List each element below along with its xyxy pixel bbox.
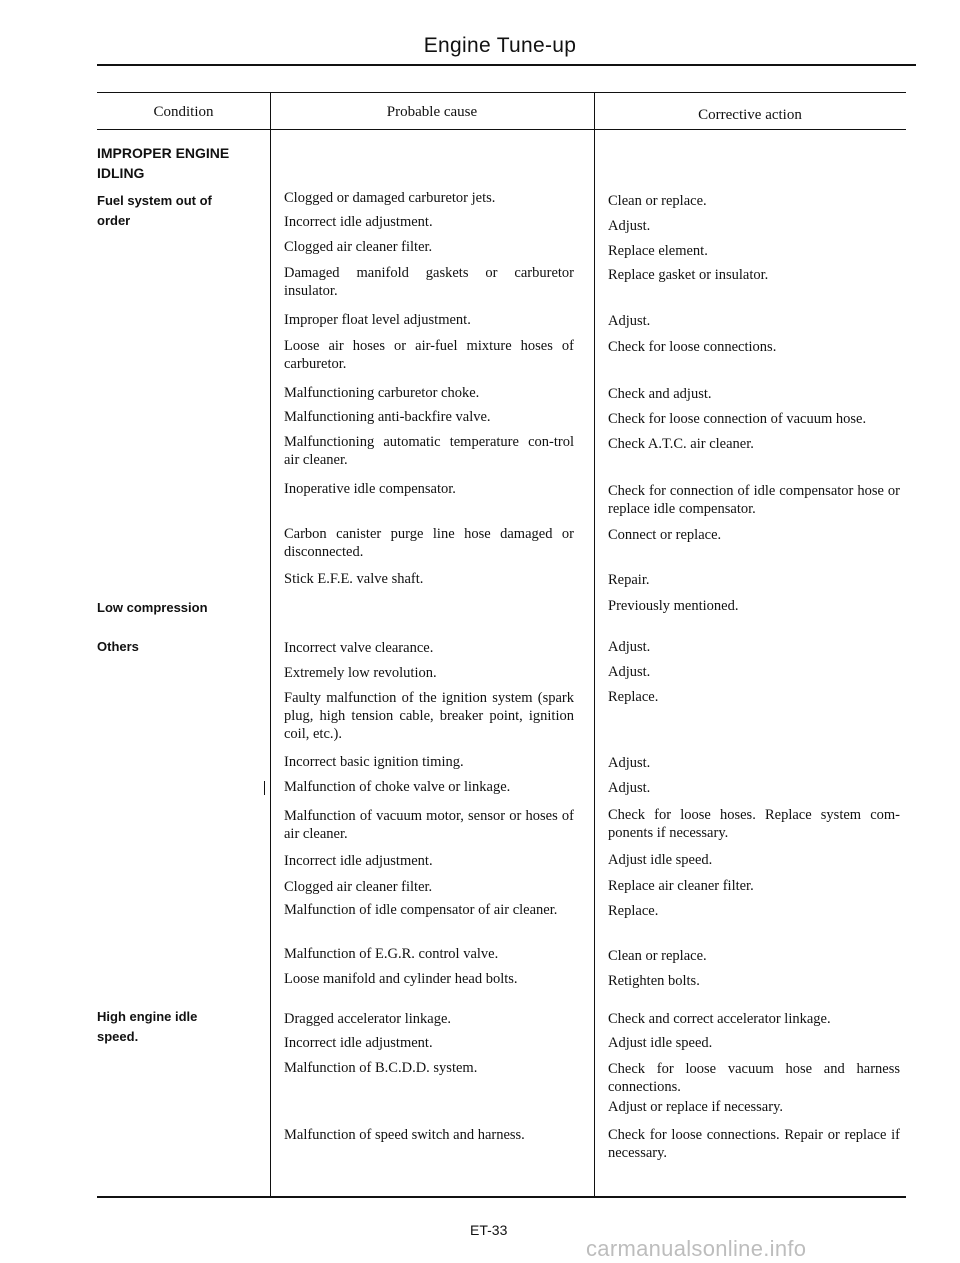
header-condition: Condition: [153, 104, 214, 120]
page-number: ET-33: [470, 1222, 508, 1238]
cause-cell: Incorrect idle adjustment.: [284, 214, 433, 230]
cause-cell: Malfunction of E.G.R. control valve.: [284, 946, 499, 962]
watermark-logo: carmanualsonline.info: [586, 1236, 807, 1261]
action-cell: Previously mentioned.: [608, 598, 739, 614]
top-rule: [97, 64, 916, 66]
condition-high-idle: High engine idle speed.: [97, 1009, 198, 1044]
action-cell: Adjust.: [608, 755, 651, 771]
action-cell: Connect or replace.: [608, 527, 722, 543]
cause-cell: Clogged air cleaner filter.: [284, 879, 433, 895]
condition-others: Others: [97, 639, 139, 654]
action-cell: Check for loose vacuum hose and harness connections.: [608, 1061, 900, 1095]
cause-cell: Malfunction of vacuum motor, sensor or hoses of air cleaner.: [284, 808, 574, 842]
action-cell: Check A.T.C. air cleaner.: [608, 436, 754, 452]
action-cell: Replace.: [608, 903, 659, 919]
action-cell: Adjust.: [608, 780, 651, 796]
table-bottom-rule: [97, 1196, 906, 1198]
action-cell: Check for loose connections.: [608, 339, 777, 355]
action-cell: Check for loose connection of vacuum hose.: [608, 411, 867, 427]
action-cell: Replace.: [608, 689, 659, 705]
cause-cell: Malfunction of idle compensator of air cleaner.: [284, 902, 558, 918]
action-cell: Clean or replace.: [608, 193, 707, 209]
cause-cell: Malfunctioning carburetor choke.: [284, 385, 480, 401]
action-cell: Repair.: [608, 572, 650, 588]
cause-cell: Incorrect basic ignition timing.: [284, 754, 464, 770]
cause-cell: Extremely low revolution.: [284, 665, 437, 681]
action-cell: Adjust.: [608, 639, 651, 655]
cause-cell: Incorrect idle adjustment.: [284, 1035, 433, 1051]
cause-cell: Carbon canister purge line hose damaged or disconnected.: [284, 526, 574, 560]
action-cell: Check and adjust.: [608, 386, 712, 402]
action-cell: Adjust or replace if necessary.: [608, 1099, 783, 1115]
cause-cell: Clogged air cleaner filter.: [284, 239, 433, 255]
cause-cell: Malfunctioning anti-backfire valve.: [284, 409, 491, 425]
cause-cell: Dragged accelerator linkage.: [284, 1011, 452, 1027]
stray-tick-mark: [264, 781, 265, 795]
header-corrective-action: Corrective action: [698, 107, 802, 123]
action-cell: Replace gasket or insulator.: [608, 267, 769, 283]
condition-fuel-system: Fuel system out of order: [97, 193, 212, 228]
cause-cell: Loose air hoses or air-fuel mixture hoses of carburetor.: [284, 338, 574, 372]
action-cell: Clean or replace.: [608, 948, 707, 964]
action-cell: Check and correct accelerator linkage.: [608, 1011, 831, 1027]
section-heading: IMPROPER ENGINE IDLING: [97, 145, 230, 181]
action-cell: Adjust.: [608, 664, 651, 680]
cause-cell: Inoperative idle compensator.: [284, 481, 456, 497]
action-cell: Retighten bolts.: [608, 973, 700, 989]
action-cell: Replace air cleaner filter.: [608, 878, 754, 894]
cause-cell: Incorrect idle adjustment.: [284, 853, 433, 869]
action-cell: Adjust.: [608, 313, 651, 329]
action-cell: Adjust idle speed.: [608, 1035, 713, 1051]
cause-cell: Incorrect valve clearance.: [284, 640, 434, 656]
cause-cell: Malfunction of choke valve or linkage.: [284, 779, 511, 795]
action-cell: Replace element.: [608, 243, 708, 259]
column-divider-1: [270, 92, 271, 1198]
action-cell: Check for loose connections. Repair or replace if necessary.: [608, 1127, 900, 1161]
cause-cell: Clogged or damaged carburetor jets.: [284, 190, 496, 206]
cause-cell: Loose manifold and cylinder head bolts.: [284, 971, 518, 987]
cause-cell: Improper float level adjustment.: [284, 312, 471, 328]
action-cell: Check for connection of idle compensator hose or replace idle compensator.: [608, 483, 900, 517]
header-probable-cause: Probable cause: [386, 104, 478, 120]
header-rule-top: [97, 92, 906, 93]
cause-cell: Malfunction of speed switch and harness.: [284, 1127, 525, 1143]
cause-cell: Stick E.F.E. valve shaft.: [284, 571, 424, 587]
action-cell: Adjust.: [608, 218, 651, 234]
action-cell: Adjust idle speed.: [608, 852, 713, 868]
page-title: Engine Tune-up: [423, 34, 577, 57]
column-divider-2: [594, 92, 595, 1198]
condition-low-compression: Low compression: [97, 600, 208, 615]
action-cell: Check for loose hoses. Replace system com-ponents if necessary.: [608, 807, 900, 841]
cause-cell: Faulty malfunction of the ignition system (spark plug, high tension cable, breaker point, ignition coil, etc.).: [284, 690, 574, 742]
cause-cell: Malfunctioning automatic temperature con-trol air cleaner.: [284, 434, 574, 468]
header-rule-bottom: [97, 129, 906, 130]
cause-cell: Malfunction of B.C.D.D. system.: [284, 1060, 478, 1076]
cause-cell: Damaged manifold gaskets or carburetor insulator.: [284, 265, 574, 299]
